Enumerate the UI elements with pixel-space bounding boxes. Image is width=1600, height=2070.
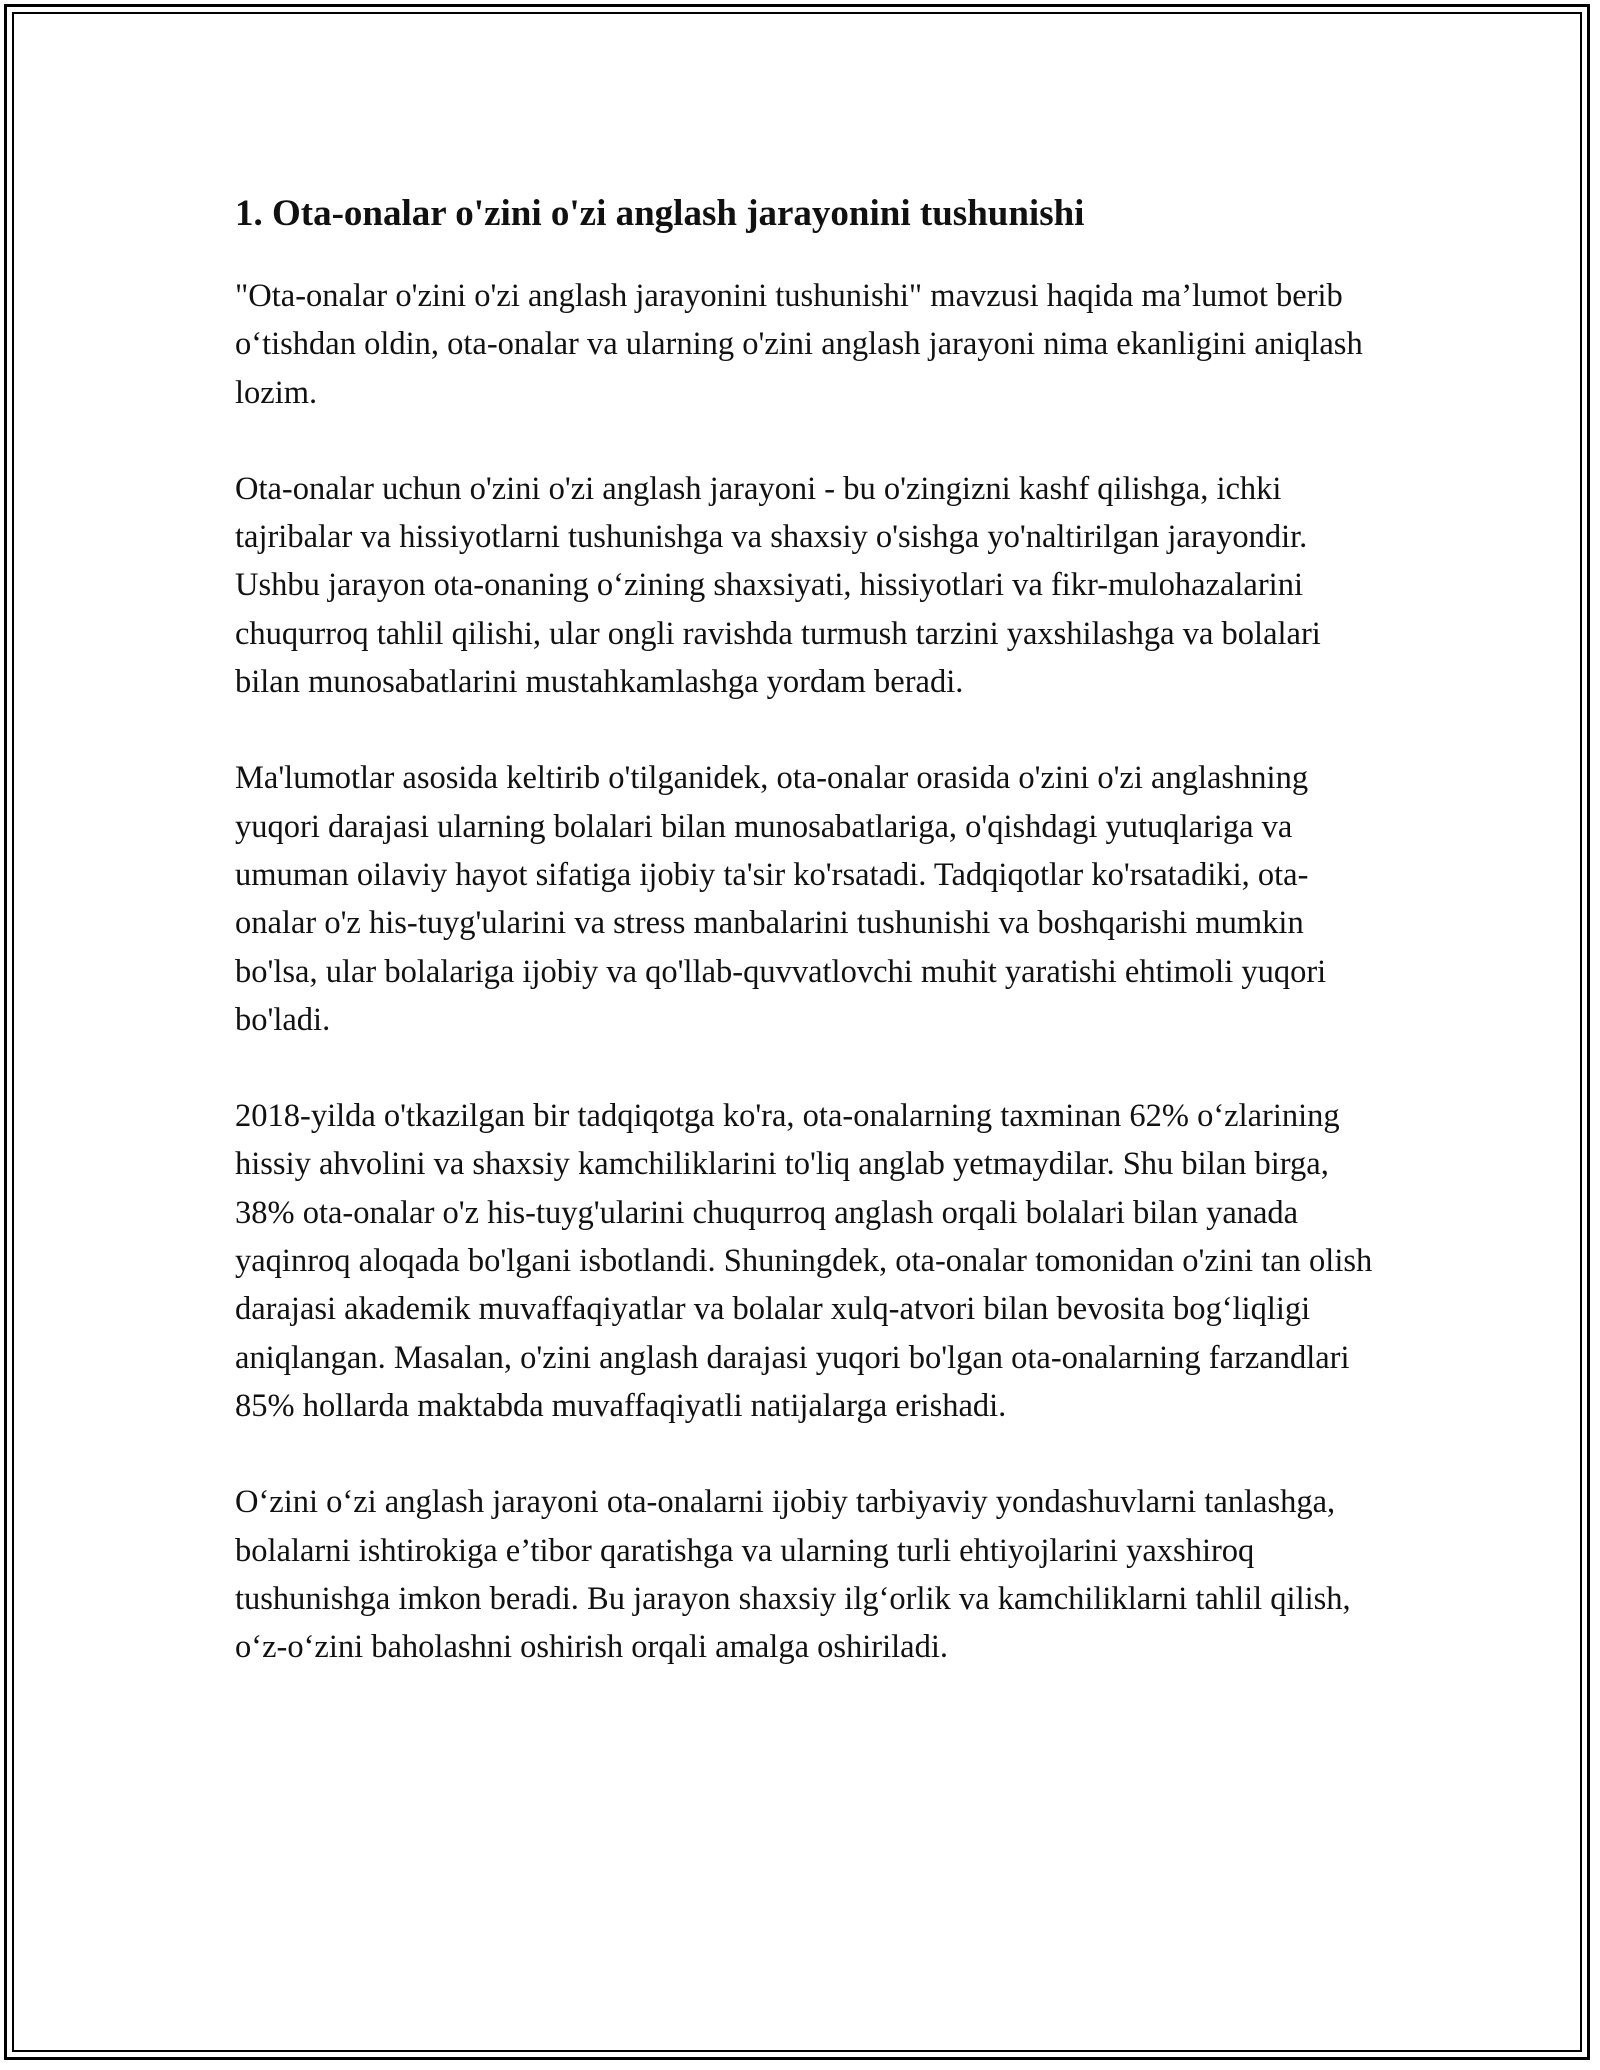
paragraph-conclusion: Oʻzini oʻzi anglash jarayoni ota-onalarni ijobiy tarbiyaviy yondashuvlarni tanlashga, bolalarni ishtirokiga e’tibor qaratishga va ularning turli ehtiyojlarini yaxshiroq tushunishga imkon beradi. Bu jarayon shaxsiy ilgʻorlik va kamchiliklarni tahlil qilish, oʻz-oʻzini baholashni oshirish orqali amalga oshiriladi. <box>235 1484 1351 1666</box>
paragraph-statistics: 2018-yilda o'tkazilgan bir tadqiqotga ko'ra, ota-onalarning taxminan 62% oʻzlarining hissiy ahvolini va shaxsiy kamchiliklarini to'liq anglab yetmaydilar. Shu bilan birga, 38% ota-onalar o'z his-tuyg'ularini chuqurroq anglash orqali bolalari bilan yanada yaqinroq aloqada bo'lgani isbotlandi. Shuningdek, ota-onalar tomonidan o'zini tan olish darajasi akademik muvaffaqiyatlar va bolalar xulq-atvori bilan bevosita bogʻliqligi aniqlangan. Masalan, o'zini anglash darajasi yuqori bo'lgan ota-onalarning farzandlari 85% hollarda maktabda muvaffaqiyatli natijalarga erishadi. <box>235 1098 1373 1424</box>
paragraph-impact: Ma'lumotlar asosida keltirib o'tilganidek, ota-onalar orasida o'zini o'zi anglashning yuqori darajasi ularning bolalari bilan munosabatlariga, o'qishdagi yutuqlariga va umuman oilaviy hayot sifatiga ijobiy ta'sir ko'rsatadi. Tadqiqotlar ko'rsatadiki, ota-onalar o'z his-tuyg'ularini va stress manbalarini tushunishi va boshqarishi mumkin bo'lsa, ular bolalariga ijobiy va qo'llab-quvvatlovchi muhit yaratishi ehtimoli yuqori bo'ladi. <box>235 760 1327 1038</box>
paragraph-definition: Ota-onalar uchun o'zini o'zi anglash jarayoni - bu o'zingizni kashf qilishga, ichki tajribalar va hissiyotlarni tushunishga va shaxsiy o'sishga yo'naltirilgan jarayondir. Ushbu jarayon ota-onaning oʻzining shaxsiyati, hissiyotlari va fikr-mulohazalarini chuqurroq tahlil qilishi, ular ongli ravishda turmush tarzini yaxshilashga va bolalari bilan munosabatlarini mustahkamlashga yordam beradi. <box>235 470 1321 701</box>
section-heading: 1. Ota-onalar o'zini o'zi anglash jarayonini tushunishi <box>235 193 1085 234</box>
paragraph-intro: "Ota-onalar o'zini o'zi anglash jarayonini tushunishi" mavzusi haqida ma’lumot berib oʻtishdan oldin, ota-onalar va ularning o'zini anglash jarayoni nima ekanligini aniqlash lozim. <box>235 278 1363 411</box>
document-body <box>235 186 1385 1719</box>
